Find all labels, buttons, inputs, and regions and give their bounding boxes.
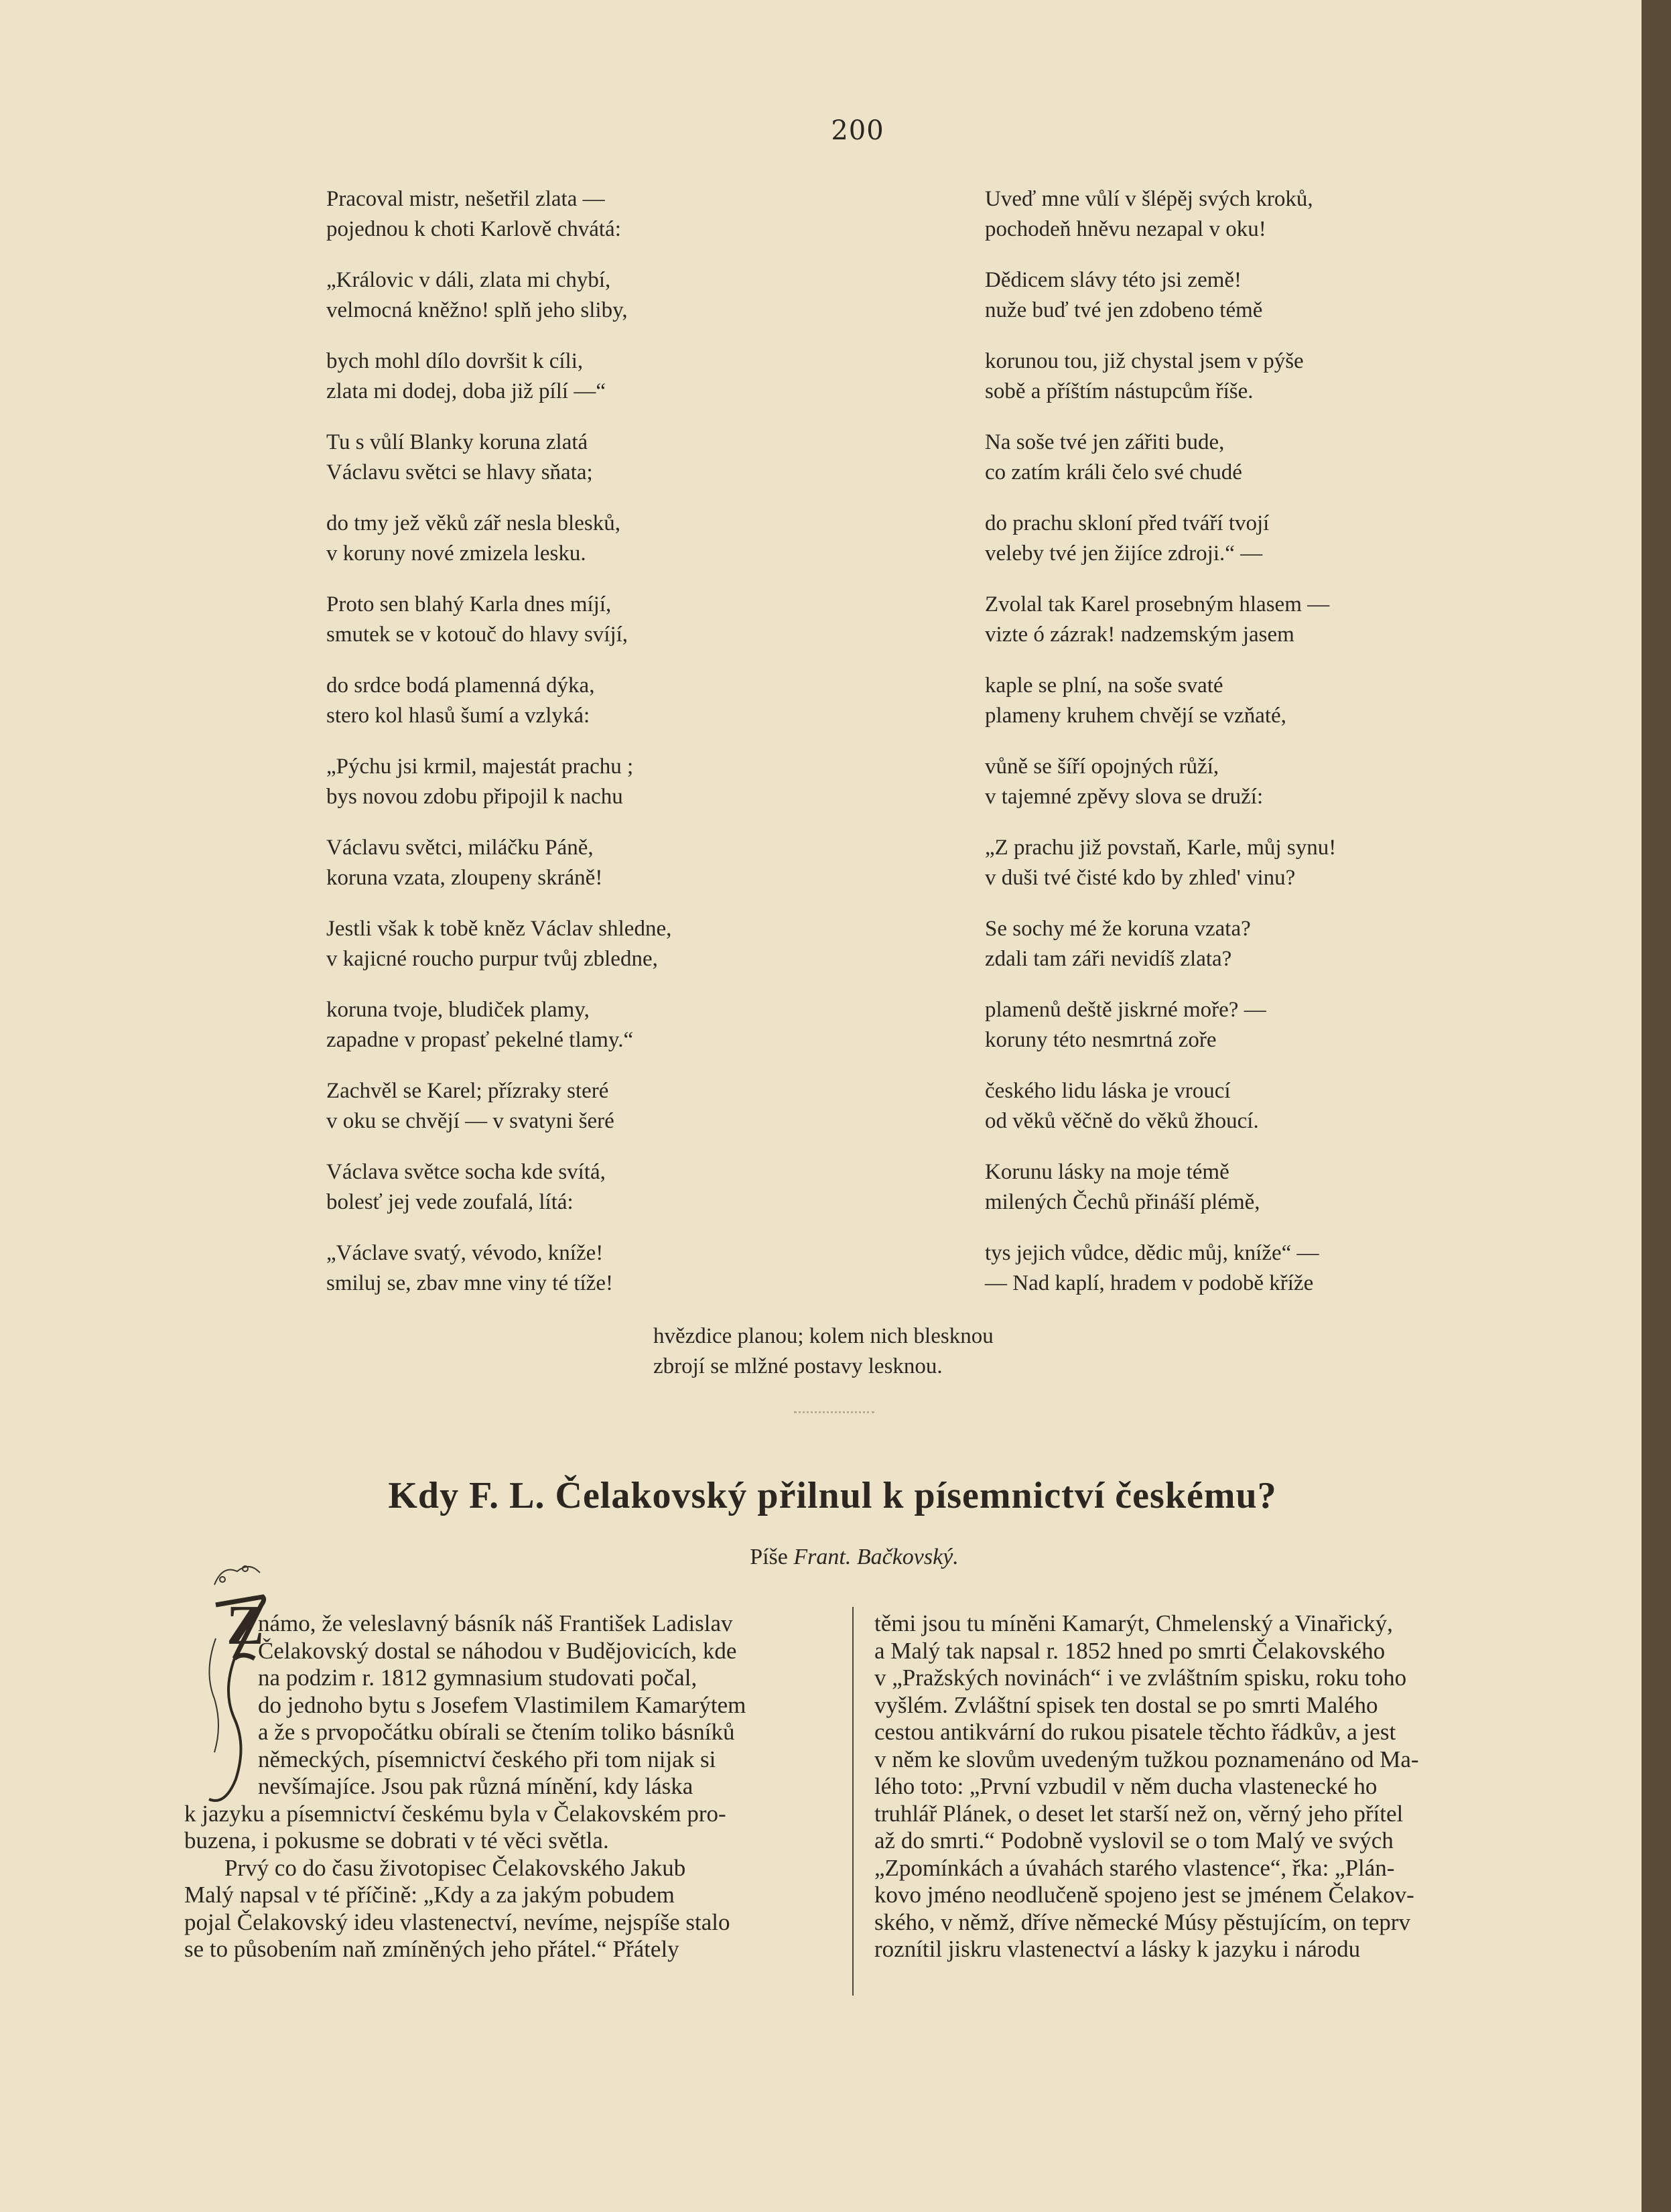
text-line: se to působením naň zmíněných jeho přátel.“ Přátely xyxy=(184,1936,679,1962)
poem-line: koruny této nesmrtná zoře xyxy=(985,1028,1217,1052)
poem-stanza xyxy=(326,184,782,245)
poem-line: od věků věčně do věků žhoucí. xyxy=(985,1109,1259,1133)
poem-stanza xyxy=(326,833,782,893)
drop-cap-letter: Z xyxy=(226,1594,265,1656)
text-line: „Zpomínkách a úvahách starého vlastence“, řka: „Plán- xyxy=(874,1854,1395,1881)
poem-stanza xyxy=(985,914,1467,974)
byline-author: Frant. Bačkovský. xyxy=(793,1545,959,1569)
poem-line: do srdce bodá plamenná dýka, xyxy=(326,673,595,698)
poem-line: sobě a příštím nástupcům říše. xyxy=(985,379,1254,403)
poem-line: Zachvěl se Karel; přízraky steré xyxy=(326,1079,609,1103)
column-rule xyxy=(852,1607,854,1996)
text-line: až do smrti.“ Podobně vyslovil se o tom Malý ve svých xyxy=(874,1827,1394,1853)
poem-line: do tmy jež věků zář nesla blesků, xyxy=(326,511,620,535)
poem-line: veleby tvé jen žijíce zdroji.“ — xyxy=(985,541,1263,566)
poem-line: v tajemné zpěvy slova se druží: xyxy=(985,785,1264,809)
text-line: námo, že veleslavný básník náš František Ladislav xyxy=(258,1610,733,1636)
text-line: ského, v němž, dříve německé Músy pěstujícím, on teprv xyxy=(874,1908,1410,1935)
text-line: Prvý co do času životopisec Čelakovského Jakub xyxy=(224,1854,686,1881)
poem-stanza xyxy=(985,184,1467,245)
page-binding-edge xyxy=(1642,0,1671,2212)
poem-line: hvězdice planou; kolem nich blesknou xyxy=(653,1324,994,1348)
poem-stanza xyxy=(985,590,1467,650)
poem-stanza xyxy=(985,671,1467,731)
poem-stanza xyxy=(326,1238,782,1299)
poem-line: Proto sen blahý Karla dnes míjí, xyxy=(326,592,612,616)
poem-line: Na soše tvé jen zářiti bude, xyxy=(985,430,1225,454)
poem-line: českého lidu láska je vroucí xyxy=(985,1079,1231,1103)
poem-line: Se sochy mé že koruna vzata? xyxy=(985,917,1251,941)
poem-line: zapadne v propasť pekelné tlamy.“ xyxy=(326,1028,634,1052)
poem-stanza xyxy=(326,428,782,488)
poem-stanza xyxy=(985,265,1467,326)
poem-stanza xyxy=(326,914,782,974)
poem-line: Václavu světci, miláčku Páně, xyxy=(326,836,594,860)
text-line: pojal Čelakovský ideu vlastenectví, nevíme, nejspíše stalo xyxy=(184,1908,730,1935)
poem-line: „Václave svatý, vévodo, kníže! xyxy=(326,1241,604,1265)
poem-line: velmocná kněžno! splň jeho sliby, xyxy=(326,298,628,322)
text-line: buzena, i pokusme se dobrati v té věci světla. xyxy=(184,1827,609,1853)
poem-stanza xyxy=(985,428,1467,488)
poem-stanza xyxy=(985,1076,1467,1136)
poem-stanza xyxy=(326,590,782,650)
poem-line: Zvolal tak Karel prosebným hlasem — xyxy=(985,592,1330,616)
poem-line: v koruny nové zmizela lesku. xyxy=(326,541,586,566)
text-line: Čelakovský dostal se náhodou v Budějovicích, kde xyxy=(258,1637,737,1664)
poem-line: — Nad kaplí, hradem v podobě kříže xyxy=(985,1271,1314,1295)
article-right-column xyxy=(874,1610,1538,1963)
poem-line: co zatím králi čelo své chudé xyxy=(985,460,1242,484)
poem-stanza xyxy=(985,752,1467,812)
text-line: a Malý tak napsal r. 1852 hned po smrti Čelakovského xyxy=(874,1637,1386,1664)
article-title: Kdy F. L. Čelakovský přilnul k písemnictví českému? xyxy=(388,1475,1277,1516)
text-line: těmi jsou tu míněni Kamarýt, Chmelenský a Vinařický, xyxy=(874,1610,1393,1636)
poem-stanza xyxy=(326,995,782,1055)
text-line: v „Pražských novinách“ i ve zvláštním spisku, roku toho xyxy=(874,1665,1407,1691)
poem-line: korunou tou, již chystal jsem v pýše xyxy=(985,349,1304,373)
poem-left-column xyxy=(326,184,782,1319)
poem-stanza xyxy=(985,833,1467,893)
poem-line: bolesť jej vede zoufalá, lítá: xyxy=(326,1190,574,1214)
byline-prefix: Píše xyxy=(750,1545,788,1569)
text-line: na podzim r. 1812 gymnasium studovati počal, xyxy=(258,1665,697,1691)
poem-line: Korunu lásky na moje témě xyxy=(985,1160,1229,1184)
text-line: k jazyku a písemnictví českému byla v Čelakovském pro- xyxy=(184,1800,726,1827)
poem-stanza xyxy=(985,1157,1467,1218)
poem-stanza xyxy=(326,265,782,326)
poem-line: tys jejich vůdce, dědic můj, kníže“ — xyxy=(985,1241,1319,1265)
text-line: a že s prvopočátku obírali se čtením toliko básníků xyxy=(258,1719,735,1745)
poem-line: „Pýchu jsi krmil, majestát prachu ; xyxy=(326,755,634,779)
poem-right-column xyxy=(985,184,1467,1319)
poem-line: bych mohl dílo dovršit k cíli, xyxy=(326,349,584,373)
poem-line: zlata mi dodej, doba již pílí —“ xyxy=(326,379,606,403)
poem-line: zbrojí se mlžné postavy lesknou. xyxy=(653,1354,943,1378)
text-line: v něm ke slovům uvedeným tužkou poznamenáno od Ma- xyxy=(874,1746,1419,1772)
poem-line: „Královic v dáli, zlata mi chybí, xyxy=(326,268,611,292)
poem-line: v oku se chvějí — v svatyni šeré xyxy=(326,1109,614,1133)
poem-line: Václava světce socha kde svítá, xyxy=(326,1160,606,1184)
poem-line: Uveď mne vůlí v šlépěj svých kroků, xyxy=(985,187,1313,211)
text-line: truhlář Plánek, o deset let starší než on, věrný jeho přítel xyxy=(874,1800,1404,1827)
text-line: Malý napsal v té příčině: „Kdy a za jakým pobudem xyxy=(184,1882,675,1908)
poem-stanza xyxy=(326,1076,782,1136)
poem-line: „Z prachu již povstaň, Karle, můj synu! xyxy=(985,836,1337,860)
poem-line: pochodeň hněvu nezapal v oku! xyxy=(985,217,1266,241)
poem-line: Dědicem slávy této jsi země! xyxy=(985,268,1242,292)
poem-line: zdali tam záři nevidíš zlata? xyxy=(985,947,1232,971)
byline xyxy=(670,1545,1039,1570)
text-line: německých, písemnictví českého při tom nijak si xyxy=(258,1746,716,1772)
poem-stanza xyxy=(326,1157,782,1218)
poem-line: koruna vzata, zloupeny skráně! xyxy=(326,866,603,890)
poem-line: v duši tvé čisté kdo by zhled' vinu? xyxy=(985,866,1296,890)
poem-stanza xyxy=(326,752,782,812)
poem-line: vůně se šíří opojných růží, xyxy=(985,755,1219,779)
text-line: vyšlém. Zvláštní spisek ten dostal se po smrti Malého xyxy=(874,1691,1378,1718)
poem-line: vizte ó zázrak! nadzemským jasem xyxy=(985,623,1294,647)
text-line: nevšímajíce. Jsou pak různá mínění, kdy láska xyxy=(258,1773,693,1799)
poem-stanza xyxy=(985,509,1467,569)
text-line: kovo jméno neodlučeně spojeno jest se jménem Čelakov- xyxy=(874,1882,1414,1908)
text-line: roznítil jiskru vlastenectví a lásky k jazyku i národu xyxy=(874,1936,1361,1962)
poem-line: milených Čechů přináší plémě, xyxy=(985,1190,1260,1214)
poem-line: Václavu světci se hlavy sňata; xyxy=(326,460,593,484)
poem-line: Tu s vůlí Blanky koruna zlatá xyxy=(326,430,588,454)
poem-line: plameny kruhem chvějí se vzňaté, xyxy=(985,704,1286,728)
poem-line: Pracoval mistr, nešetřil zlata — xyxy=(326,187,605,211)
poem-line: bys novou zdobu připojil k nachu xyxy=(326,785,623,809)
text-line: cestou antikvární do rukou pisatele těchto řádkův, a jest xyxy=(874,1719,1396,1745)
poem-line: v kajicné roucho purpur tvůj zbledne, xyxy=(326,947,658,971)
poem-stanza xyxy=(326,671,782,731)
section-divider xyxy=(794,1411,874,1413)
poem-stanza xyxy=(326,346,782,407)
poem-line: pojednou k choti Karlově chvátá: xyxy=(326,217,621,241)
poem-line: stero kol hlasů šumí a vzlyká: xyxy=(326,704,590,728)
poem-line: Jestli však k tobě kněz Václav shledne, xyxy=(326,917,672,941)
poem-stanza xyxy=(985,346,1467,407)
poem-stanza xyxy=(985,995,1467,1055)
poem-line: nuže buď tvé jen zdobeno témě xyxy=(985,298,1263,322)
poem-line: smutek se v kotouč do hlavy svíjí, xyxy=(326,623,628,647)
poem-line: do prachu skloní před tváří tvojí xyxy=(985,511,1270,535)
text-line: lého toto: „První vzbudil v něm ducha vlastenecké ho xyxy=(874,1773,1378,1799)
poem-line: smiluj se, zbav mne viny té tíže! xyxy=(326,1271,613,1295)
poem-line: plamenů deště jiskrné moře? — xyxy=(985,998,1266,1022)
poem-line: kaple se plní, na soše svaté xyxy=(985,673,1223,698)
poem-stanza xyxy=(326,509,782,569)
article-left-column xyxy=(184,1610,841,1963)
page-number: 200 xyxy=(831,115,884,146)
poem-line: koruna tvoje, bludiček plamy, xyxy=(326,998,590,1022)
poem-final-stanza xyxy=(653,1321,1089,1382)
poem-stanza xyxy=(985,1238,1467,1299)
text-line: do jednoho bytu s Josefem Vlastimilem Kamarýtem xyxy=(258,1691,746,1718)
